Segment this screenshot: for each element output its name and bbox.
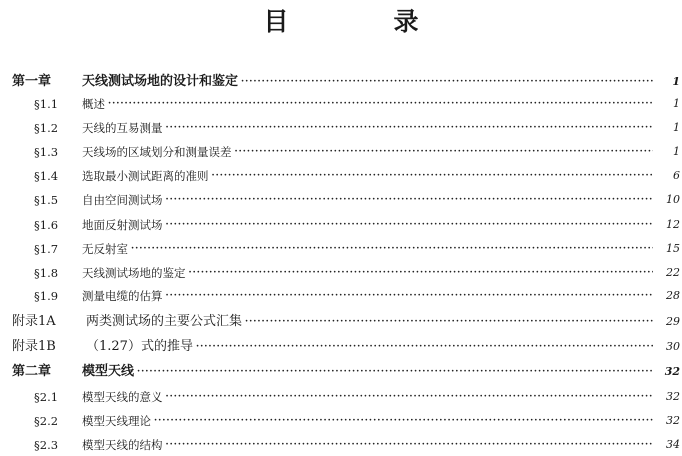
- toc-entry-number: §1.4: [34, 169, 59, 183]
- toc-entry-label: 模型天线的结构: [82, 438, 163, 452]
- toc-entry-page: 10: [666, 193, 680, 206]
- toc-entry: [0, 214, 682, 236]
- toc-entry-number: 第二章: [12, 364, 52, 379]
- toc-entry-number: §1.3: [34, 145, 59, 159]
- toc-entry-label: 天线测试场地的鉴定: [82, 266, 186, 280]
- toc-entry-number: §1.5: [34, 193, 59, 207]
- dot-leader: [235, 141, 654, 163]
- toc-entry-number: §1.7: [34, 242, 59, 256]
- toc-entry-page: 32: [666, 390, 680, 403]
- toc-entry: [0, 165, 682, 187]
- dot-leader: [154, 410, 653, 432]
- page-title: 目 录: [263, 7, 459, 36]
- toc-entry-page: 29: [666, 315, 680, 328]
- toc-entry-page: 32: [666, 414, 680, 427]
- toc-entry-page: 32: [664, 365, 680, 378]
- toc-entry-label: 两类测试场的主要公式汇集: [86, 314, 243, 329]
- toc-entry-number: §1.6: [34, 218, 59, 232]
- dot-leader: [131, 238, 653, 260]
- dot-leader: [166, 214, 654, 236]
- toc-entry: [0, 336, 682, 358]
- toc-entry-number: §1.2: [34, 121, 59, 135]
- dot-leader: [212, 165, 654, 187]
- toc-entry-label: 选取最小测试距离的准则: [82, 169, 209, 183]
- toc-entry-number: §2.2: [34, 414, 59, 428]
- toc-entry-page: 1: [673, 145, 680, 158]
- toc-entry-number: 附录1B: [12, 339, 56, 354]
- toc-entry: [0, 238, 682, 260]
- dot-leader: [245, 311, 653, 333]
- toc-entry-label: （1.27）式的推导: [86, 339, 193, 354]
- toc-entry-number: §1.9: [34, 289, 59, 303]
- toc-entry-number: §1.8: [34, 266, 59, 280]
- toc-entry-label: 模型天线: [82, 364, 135, 379]
- toc-entry-label: 模型天线理论: [82, 414, 151, 428]
- toc-entry-label: 天线场的区域划分和测量误差: [82, 145, 232, 159]
- toc-entry: [0, 386, 682, 408]
- dot-leader: [196, 336, 653, 358]
- dot-leader: [166, 117, 654, 139]
- toc-entry: [0, 93, 682, 115]
- toc-entry-label: 模型天线的意义: [82, 390, 163, 404]
- toc-entry-page: 1: [673, 121, 680, 134]
- toc-entry: [0, 189, 682, 211]
- toc-entry-number: §2.1: [34, 390, 59, 404]
- toc-entry-page: 15: [666, 242, 680, 255]
- toc-entry-page: 1: [673, 97, 680, 110]
- toc-entry-label: 地面反射测试场: [82, 218, 163, 232]
- toc-entry-label: 天线的互易测量: [82, 121, 163, 135]
- toc-entry-page: 28: [666, 289, 680, 302]
- toc-entry-label: 无反射室: [82, 242, 128, 256]
- toc-entry-label: 概述: [82, 97, 105, 111]
- toc-entry: [0, 311, 682, 333]
- dot-leader: [241, 71, 653, 93]
- toc-entry-label: 自由空间测试场: [82, 193, 163, 207]
- dot-leader: [137, 361, 653, 383]
- dot-leader: [189, 262, 654, 284]
- toc-entry-page: 6: [673, 169, 680, 182]
- toc-entry: [0, 117, 682, 139]
- toc-entry-page: 30: [666, 340, 680, 353]
- toc-entry-number: 第一章: [12, 74, 52, 89]
- toc-entry: [0, 361, 682, 383]
- toc-entry-page: 12: [666, 218, 680, 231]
- toc-entry-number: §1.1: [34, 97, 59, 111]
- dot-leader: [166, 386, 654, 408]
- toc-entry: [0, 410, 682, 432]
- toc-entry-number: §2.3: [34, 438, 59, 452]
- dot-leader: [166, 434, 654, 456]
- dot-leader: [108, 93, 653, 115]
- toc-entry: [0, 141, 682, 163]
- toc-entry-page: 1: [672, 75, 680, 88]
- dot-leader: [166, 189, 654, 211]
- toc-entry-page: 22: [666, 266, 680, 279]
- toc-entry-label: 测量电缆的估算: [82, 289, 163, 303]
- toc-entry-page: 34: [666, 438, 680, 451]
- dot-leader: [166, 285, 654, 307]
- toc-entry: [0, 262, 682, 284]
- toc-entry: [0, 285, 682, 307]
- toc-entry-label: 天线测试场地的设计和鉴定: [82, 74, 239, 89]
- toc-entry: [0, 434, 682, 456]
- toc-entry: [0, 71, 682, 93]
- toc-entry-number: 附录1A: [12, 314, 56, 329]
